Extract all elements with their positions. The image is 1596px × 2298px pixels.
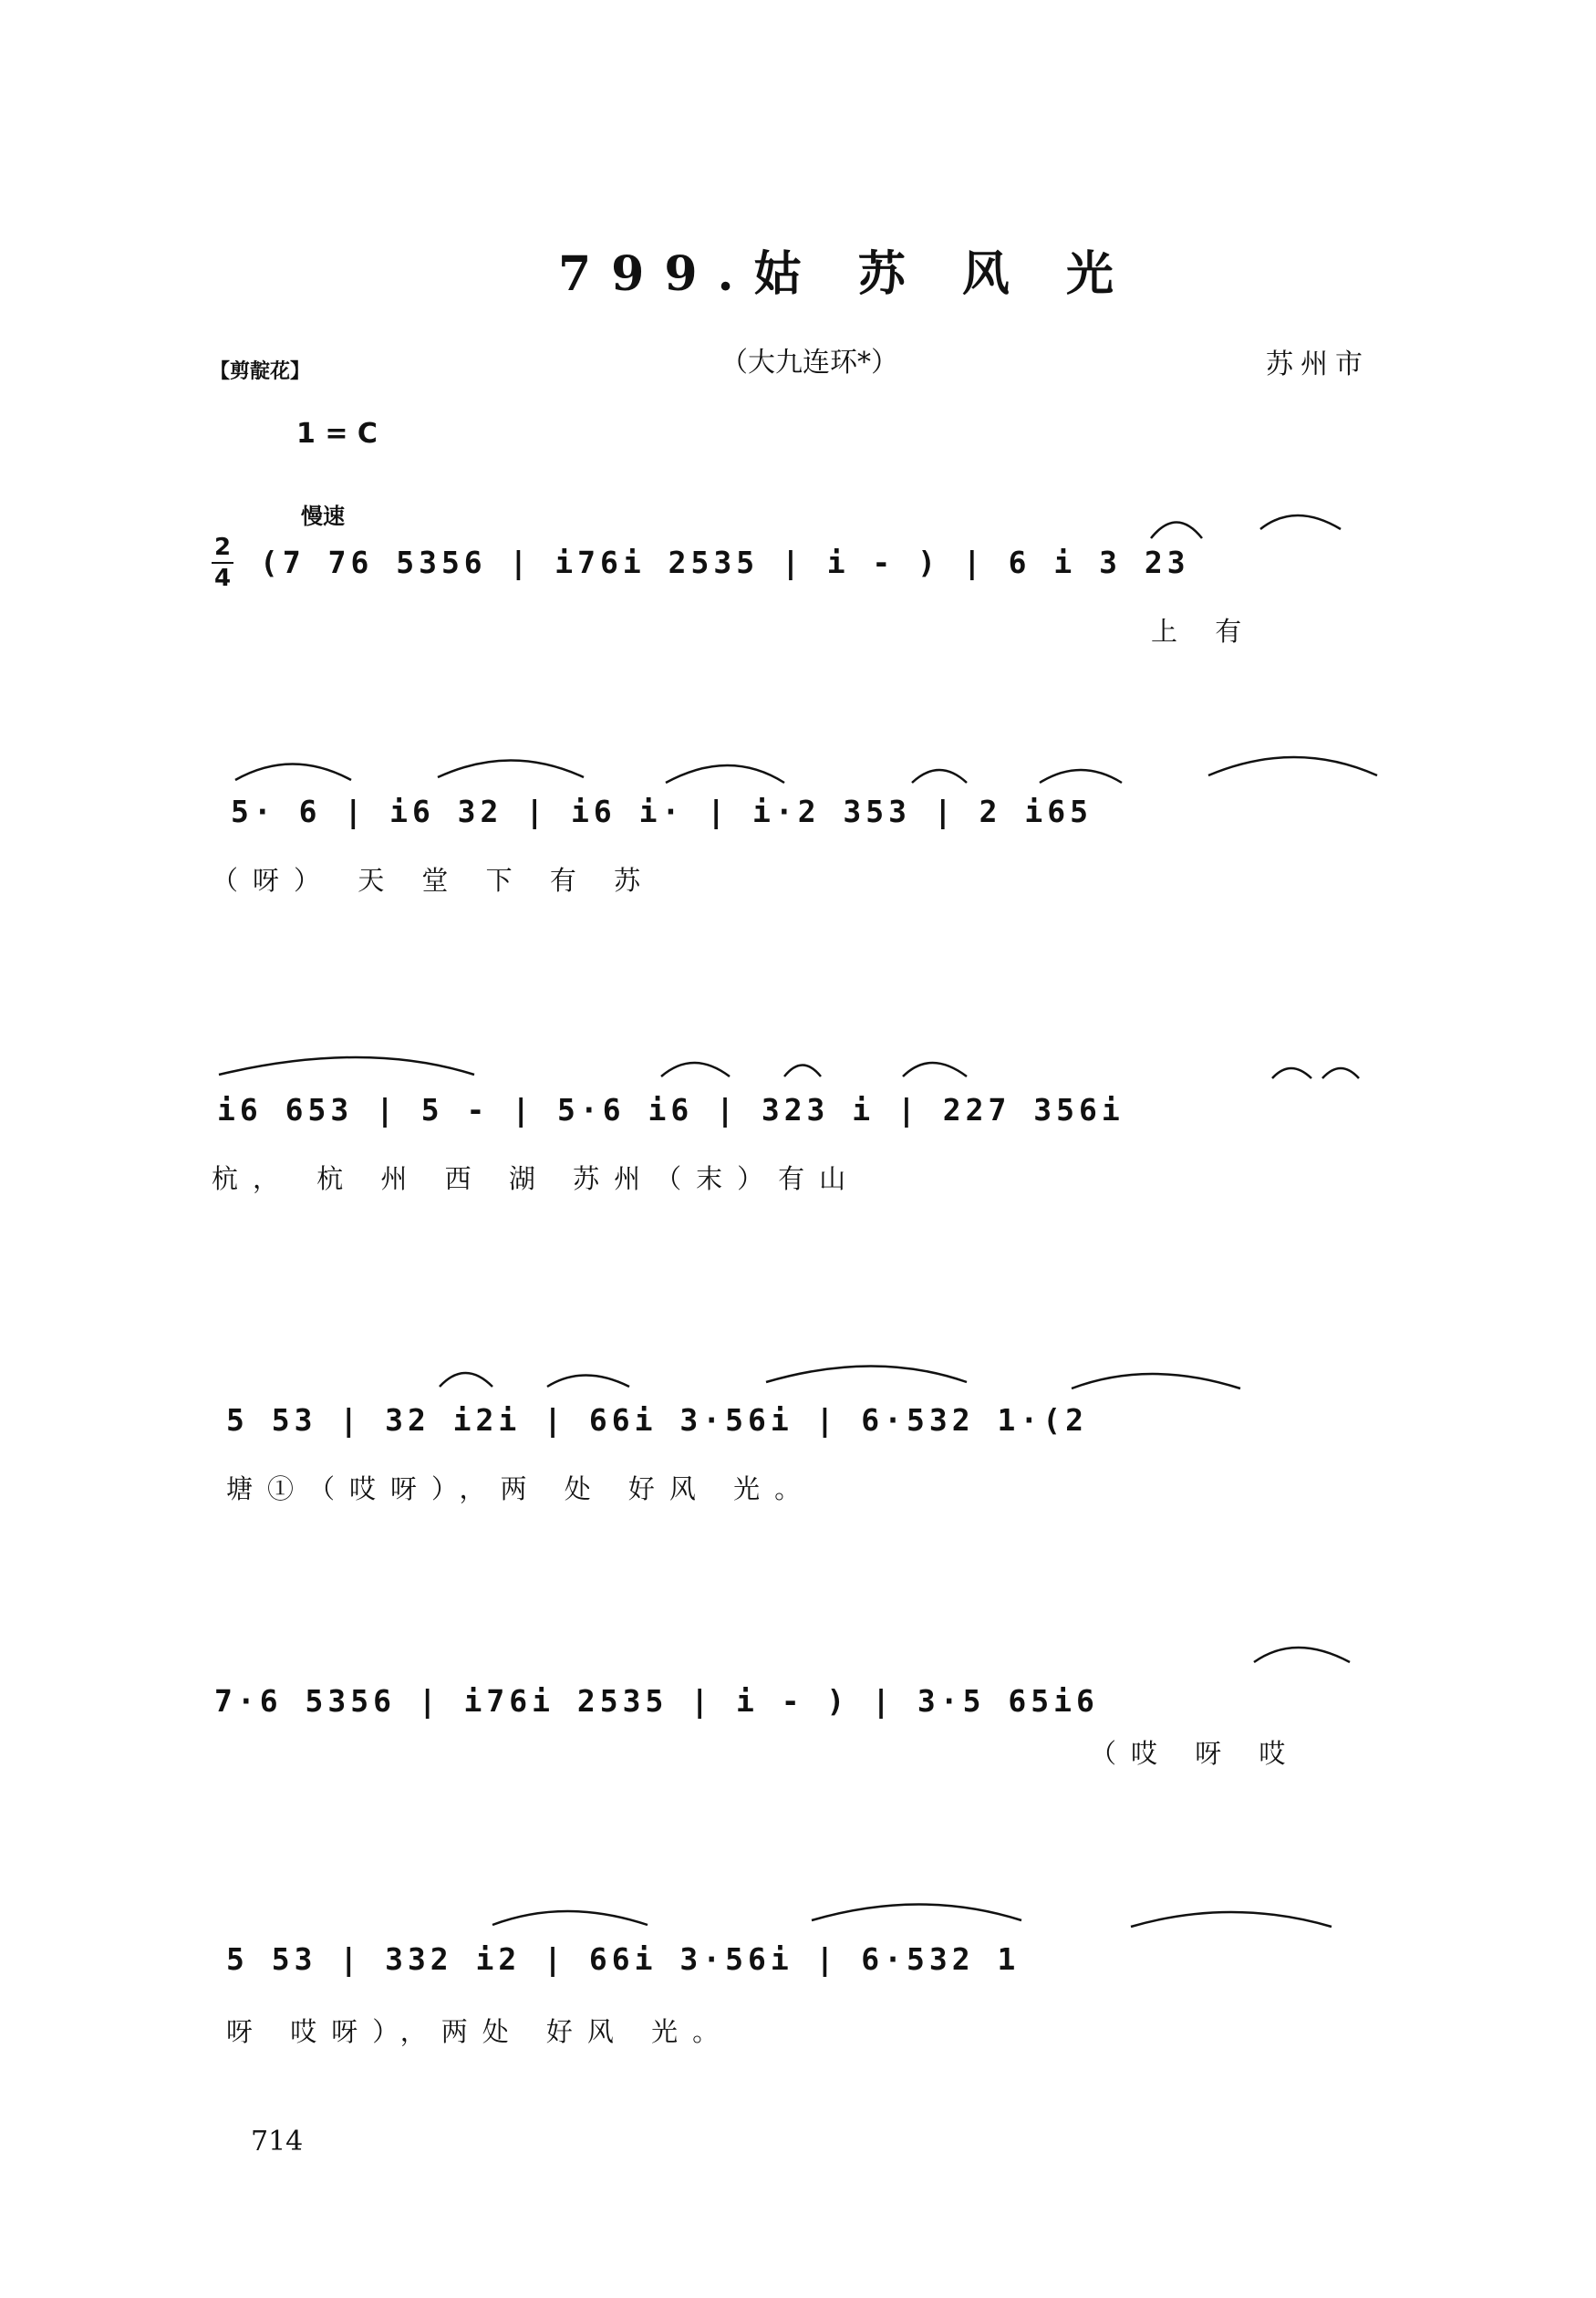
slur-mark — [784, 1066, 821, 1077]
time-signature-denominator: 4 — [213, 565, 232, 592]
song-title: 799.姑 苏 风 光 — [558, 246, 1134, 302]
slur-mark — [1151, 523, 1202, 539]
slur-mark — [1272, 1068, 1311, 1078]
slur-mark — [1260, 515, 1341, 529]
slur-mark — [1131, 1912, 1332, 1927]
system-2-notes: 5· 6 | i6 32 | i6 i· | i·2 353 | 2 i65 — [231, 794, 1093, 829]
slur-mark — [903, 1063, 967, 1076]
slur-mark — [547, 1376, 629, 1388]
system-3-notes: i6 653 | 5 - | 5·6 i6 | 323 i | 227 356i — [217, 1092, 1124, 1128]
system-4-notes: 5 53 | 32 i2i | 66i 3·56i | 6·532 1·(2 — [226, 1402, 1088, 1438]
system-6-lyrics: 呀 哎呀），两处 好风 光。 — [226, 2016, 734, 2047]
slur-mark — [666, 765, 784, 783]
time-signature-numerator: 2 — [213, 534, 232, 561]
page-number: 714 — [251, 2126, 304, 2158]
slur-mark — [812, 1905, 1021, 1921]
system-3-lyrics: 杭， 杭 州 西 湖 苏州（末）有山 — [212, 1163, 861, 1194]
system-1-lyrics: 上 有 — [1151, 616, 1257, 647]
slur-mark — [766, 1367, 967, 1383]
key-signature: 1 = C — [296, 418, 378, 450]
slur-mark — [912, 770, 967, 783]
slur-mark — [438, 761, 584, 778]
song-subtitle: （大九连环*） — [720, 347, 898, 379]
slur-mark — [1322, 1068, 1359, 1078]
system-4-lyrics: 塘①（哎呀），两 处 好风 光。 — [226, 1473, 816, 1504]
system-6-notes: 5 53 | 332 i2 | 66i 3·56i | 6·532 1 — [226, 1941, 1021, 1977]
slur-mark — [235, 764, 351, 781]
slur-mark — [1072, 1374, 1240, 1388]
slur-mark — [219, 1057, 474, 1075]
system-5-notes: 7·6 5356 | i76i 2535 | i - ) | 3·5 65i6 — [214, 1683, 1099, 1719]
slur-mark — [661, 1063, 730, 1076]
system-2-lyrics: （呀） 天 堂 下 有 苏 — [212, 865, 656, 896]
slur-mark — [492, 1911, 648, 1925]
slur-mark — [1254, 1648, 1350, 1662]
genre-tag: 【剪靛花】 — [210, 360, 311, 383]
slur-mark — [1208, 757, 1377, 775]
slur-mark — [440, 1373, 492, 1387]
system-1-notes: (7 76 5356 | i76i 2535 | i - ) | 6 i 3 23 — [260, 545, 1190, 580]
slur-mark — [1040, 770, 1122, 783]
song-location: 苏州市 — [1266, 348, 1370, 380]
system-5-lyrics: （哎 呀 哎 — [1090, 1738, 1301, 1769]
tempo-marking: 慢速 — [301, 504, 345, 529]
